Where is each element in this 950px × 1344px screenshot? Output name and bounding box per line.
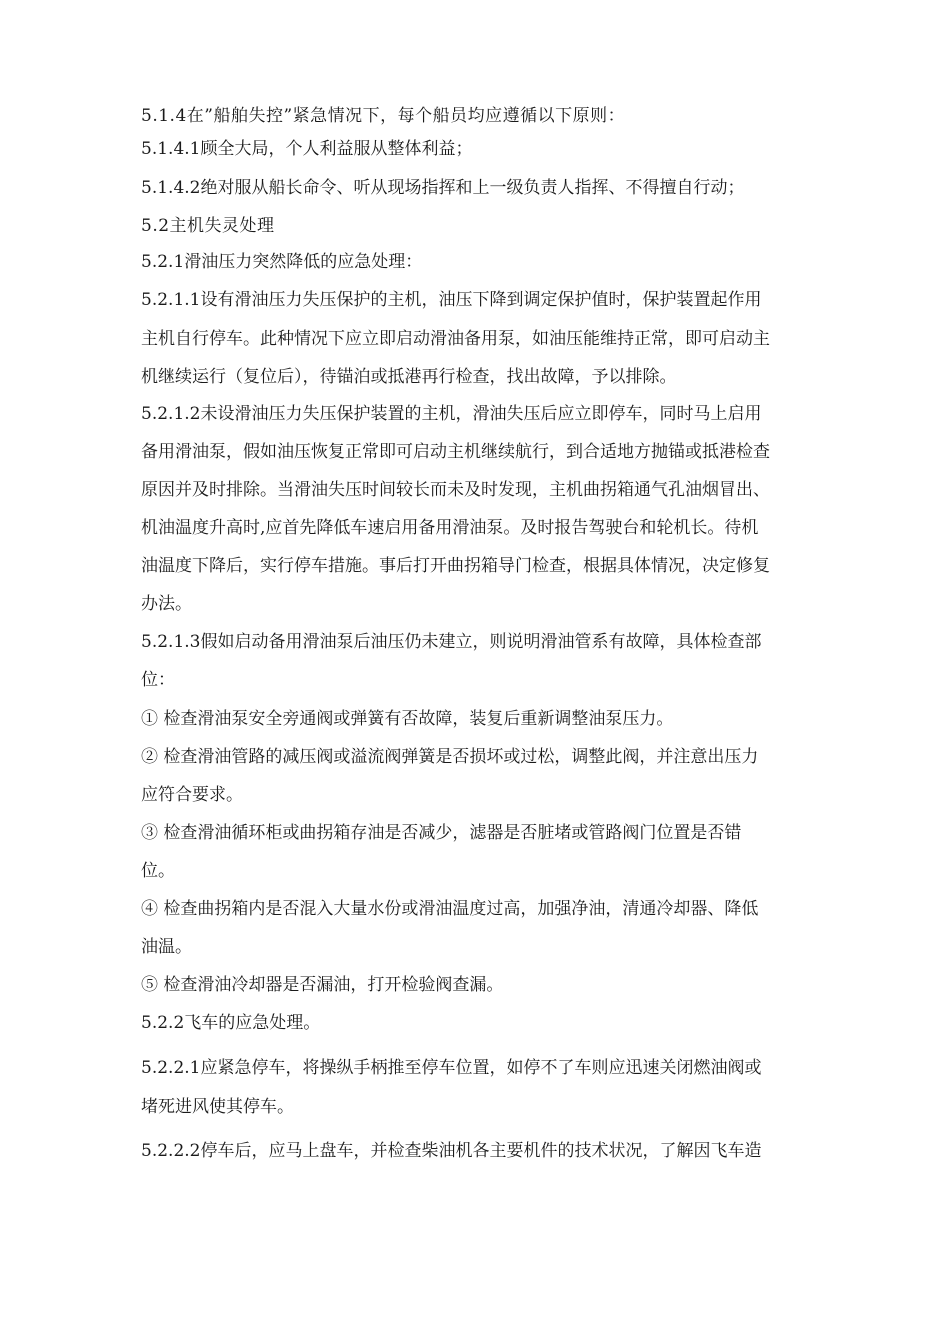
clause-5-2-2-1-line-2: 堵死进风使其停车。 <box>141 1097 294 1117</box>
clause-5-2-1-2-line-6: 办法。 <box>141 594 192 614</box>
check-item-4-line-2: 油温。 <box>141 937 192 957</box>
clause-5-2-1-3-line-2: 位： <box>141 670 175 690</box>
clause-5-2-1-1-line-2: 主机自行停车。此种情况下应立即启动滑油备用泵，如油压能维持正常，即可启动主 <box>141 329 770 349</box>
clause-5-2-2-2-line-1: 5.2.2.2停车后，应马上盘车，并检查柴油机各主要机件的技术状况，了解因飞车造 <box>141 1141 762 1161</box>
clause-5-1-4-1: 5.1.4.1顾全大局，个人利益服从整体利益； <box>141 139 473 159</box>
section-5-1-4-heading: 5.1.4在”船舶失控”紧急情况下，每个船员均应遵循以下原则： <box>141 106 626 126</box>
check-item-3-line-1: ③ 检查滑油循环柜或曲拐箱存油是否减少，滤器是否脏堵或管路阀门位置是否错 <box>141 823 742 843</box>
section-5-2-2-heading: 5.2.2飞车的应急处理。 <box>141 1013 321 1033</box>
section-5-2-1-heading: 5.2.1滑油压力突然降低的应急处理： <box>141 252 423 272</box>
clause-5-2-1-2-line-4: 机油温度升高时,应首先降低车速启用备用滑油泵。及时报告驾驶台和轮机长。待机 <box>141 518 759 538</box>
clause-5-1-4-2: 5.1.4.2绝对服从船长命令、听从现场指挥和上一级负责人指挥、不得擅自行动； <box>141 178 745 198</box>
clause-5-2-1-2-line-5: 油温度下降后，实行停车措施。事后打开曲拐箱导门检查，根据具体情况，决定修复 <box>141 556 770 576</box>
check-item-4-line-1: ④ 检查曲拐箱内是否混入大量水份或滑油温度过高，加强净油，清通冷却器、降低 <box>141 899 759 919</box>
check-item-2-line-2: 应符合要求。 <box>141 785 243 805</box>
check-item-2-line-1: ② 检查滑油管路的减压阀或溢流阀弹簧是否损坏或过松，调整此阀，并注意出压力 <box>141 747 759 767</box>
check-item-3-line-2: 位。 <box>141 861 175 881</box>
clause-5-2-1-2-line-2: 备用滑油泵，假如油压恢复正常即可启动主机继续航行，到合适地方抛锚或抵港检查 <box>141 442 770 462</box>
clause-5-2-1-2-line-1: 5.2.1.2未设滑油压力失压保护装置的主机，滑油失压后应立即停车，同时马上启用 <box>141 404 762 424</box>
clause-5-2-1-2-line-3: 原因并及时排除。当滑油失压时间较长而未及时发现，主机曲拐箱通气孔油烟冒出、 <box>141 480 770 500</box>
clause-5-2-2-1-line-1: 5.2.2.1应紧急停车，将操纵手柄推至停车位置，如停不了车则应迅速关闭燃油阀或 <box>141 1058 762 1078</box>
clause-5-2-1-1-line-1: 5.2.1.1设有滑油压力失压保护的主机，油压下降到调定保护值时，保护装置起作用 <box>141 290 762 310</box>
check-item-1: ① 检查滑油泵安全旁通阀或弹簧有否故障，装复后重新调整油泵压力。 <box>141 709 674 729</box>
clause-5-2-1-3-line-1: 5.2.1.3假如启动备用滑油泵后油压仍未建立，则说明滑油管系有故障，具体检查部 <box>141 632 762 652</box>
section-5-2-heading: 5.2主机失灵处理 <box>141 216 275 236</box>
check-item-5: ⑤ 检查滑油冷却器是否漏油，打开检验阀查漏。 <box>141 975 504 995</box>
clause-5-2-1-1-line-3: 机继续运行（复位后），待锚泊或抵港再行检查，找出故障，予以排除。 <box>141 367 677 387</box>
